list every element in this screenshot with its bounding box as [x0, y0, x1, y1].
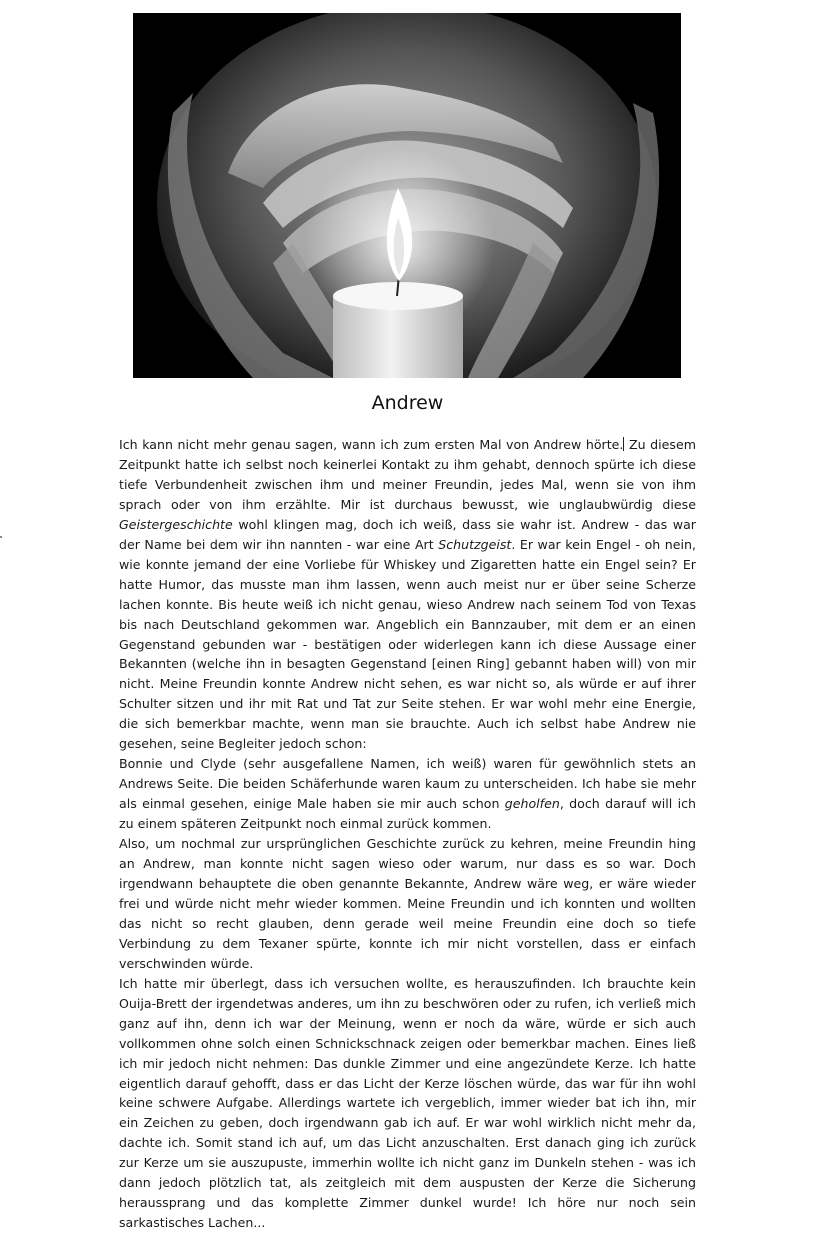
text-segment: Ich kann nicht mehr genau sagen, wann ich zum ersten Mal von Andrew hörte. [119, 437, 624, 452]
page-title: Andrew [371, 392, 444, 414]
text-segment: Bonnie und Clyde (sehr ausgefallene Namen, ich weiß) waren für gewöhnlich stets an Andrews Seite. Die beiden Schäferhunde waren kaum zu unterscheiden. Ich habe sie mehr als einmal gesehen, einige Male haben sie mir auch schon [119, 756, 696, 812]
story-body [119, 435, 696, 1233]
text-segment: . Er war kein Engel - oh nein, wie konnte jemand der eine Vorliebe für Whiskey und Zigaretten hatte ein Engel sein? Er hatte Humor, das musste man ihm lassen, wenn auch meist nur er über seine Scherze lachen konnte. Bis heute weiß ich nicht genau, wieso Andrew nach seinem Tod von Texas bis nach Deutschland gekommen war. Angeblich ein Bannzauber, mit dem er an einen Gegenstand gebunden war - bestätigen oder widerlegen kann ich diese Aussage einer Bekannten (welche ihn in besagten Gegenstand [einen Ring] gebannt haben will) von mir nicht. Meine Freundin konnte Andrew nicht sehen, es war nicht so, als würde er auf ihrer Schulter sitzen und ihr mit Rat und Tat zur Seite stehen. Er war wohl mehr eine Energie, die sich bemerkbar machte, wenn man sie brauchte. Auch ich selbst habe Andrew nie gesehen, seine Begleiter jedoch schon: [119, 536, 697, 752]
paragraph-4 [119, 974, 696, 1233]
paragraph-1 [119, 435, 696, 754]
text-segment: Zu diesem Zeitpunkt hatte ich selbst noch keinerlei Kontakt zu ihm gehabt, dennoch spürte ich diese tiefe Verbundenheit zwischen ihm und meiner Freundin, jedes Mal, wenn sie von ihm sprach oder von ihm erzählte. Mir ist durchaus bewusst, wie unglaubwürdig diese [119, 437, 697, 512]
paragraph-3 [119, 834, 696, 974]
text-segment: wohl klingen mag, doch ich weiß, dass sie wahr ist. Andrew - das war der Name bei dem wir ihn nannten - war eine Art [119, 516, 696, 552]
text-segment-italic: Schutzgeist [438, 536, 512, 552]
paragraph-2 [119, 754, 696, 834]
candle-in-hands-icon [133, 13, 681, 378]
margin-mark [0, 536, 2, 538]
text-segment-italic: geholfen [504, 796, 560, 812]
text-segment-italic: Geistergeschichte [119, 516, 233, 532]
candle-photo [133, 13, 681, 378]
text-segment: Also, um nochmal zur ursprünglichen Geschichte zurück zu kehren, meine Freundin hing an Andrew, man konnte nicht sagen wieso oder warum, nur dass es so war. Doch irgendwann behauptete die oben genannte Bekannte, Andrew wäre weg, er wäre wieder frei und würde nicht mehr wieder kommen. Meine Freundin und ich konnten und wollten das nicht so recht glauben, denn gerade weil meine Freundin eine doch so tiefe Verbindung zu dem Texaner spürte, konnte ich mir nicht vorstellen, dass er einfach verschwinden würde. [119, 836, 696, 971]
text-segment: Ich hatte mir überlegt, dass ich versuchen wollte, es herauszufinden. Ich brauchte kein Ouija-Brett der irgendetwas anderes, um ihn zu beschwören oder zu rufen, ich verließ mich ganz auf ihn, denn ich war der Meinung, wenn er noch da wäre, würde er sich auch vollkommen ohne solch einen Schnickschnack zeigen oder bemerkbar machen. Eines ließ ich mir jedoch nicht nehmen: Das dunkle Zimmer und eine angezündete Kerze. Ich hatte eigentlich darauf gehofft, dass er das Licht der Kerze löschen würde, das war für ihn wohl keine schwere Aufgabe. Allerdings wartete ich vergeblich, immer wieder bat ich ihn, mir ein Zeichen zu geben, doch irgendwann gab ich auf. Er war wohl wirklich nicht mehr da, dachte ich. Somit stand ich auf, um das Licht anzuschalten. Erst danach ging ich zurück zur Kerze um sie auszupuste, immerhin wollte ich nicht ganz im Dunkeln stehen - was ich dann jedoch plötzlich tat, als zeitgleich mit dem auspusten der Kerze die Sicherung heraussprang und das komplette Zimmer dunkel wurde! Ich höre nur noch sein sarkastisches Lachen... [119, 975, 696, 1231]
text-segment: , doch darauf will ich zu einem späteren Zeitpunkt noch einmal zurück kommen. [119, 796, 696, 832]
